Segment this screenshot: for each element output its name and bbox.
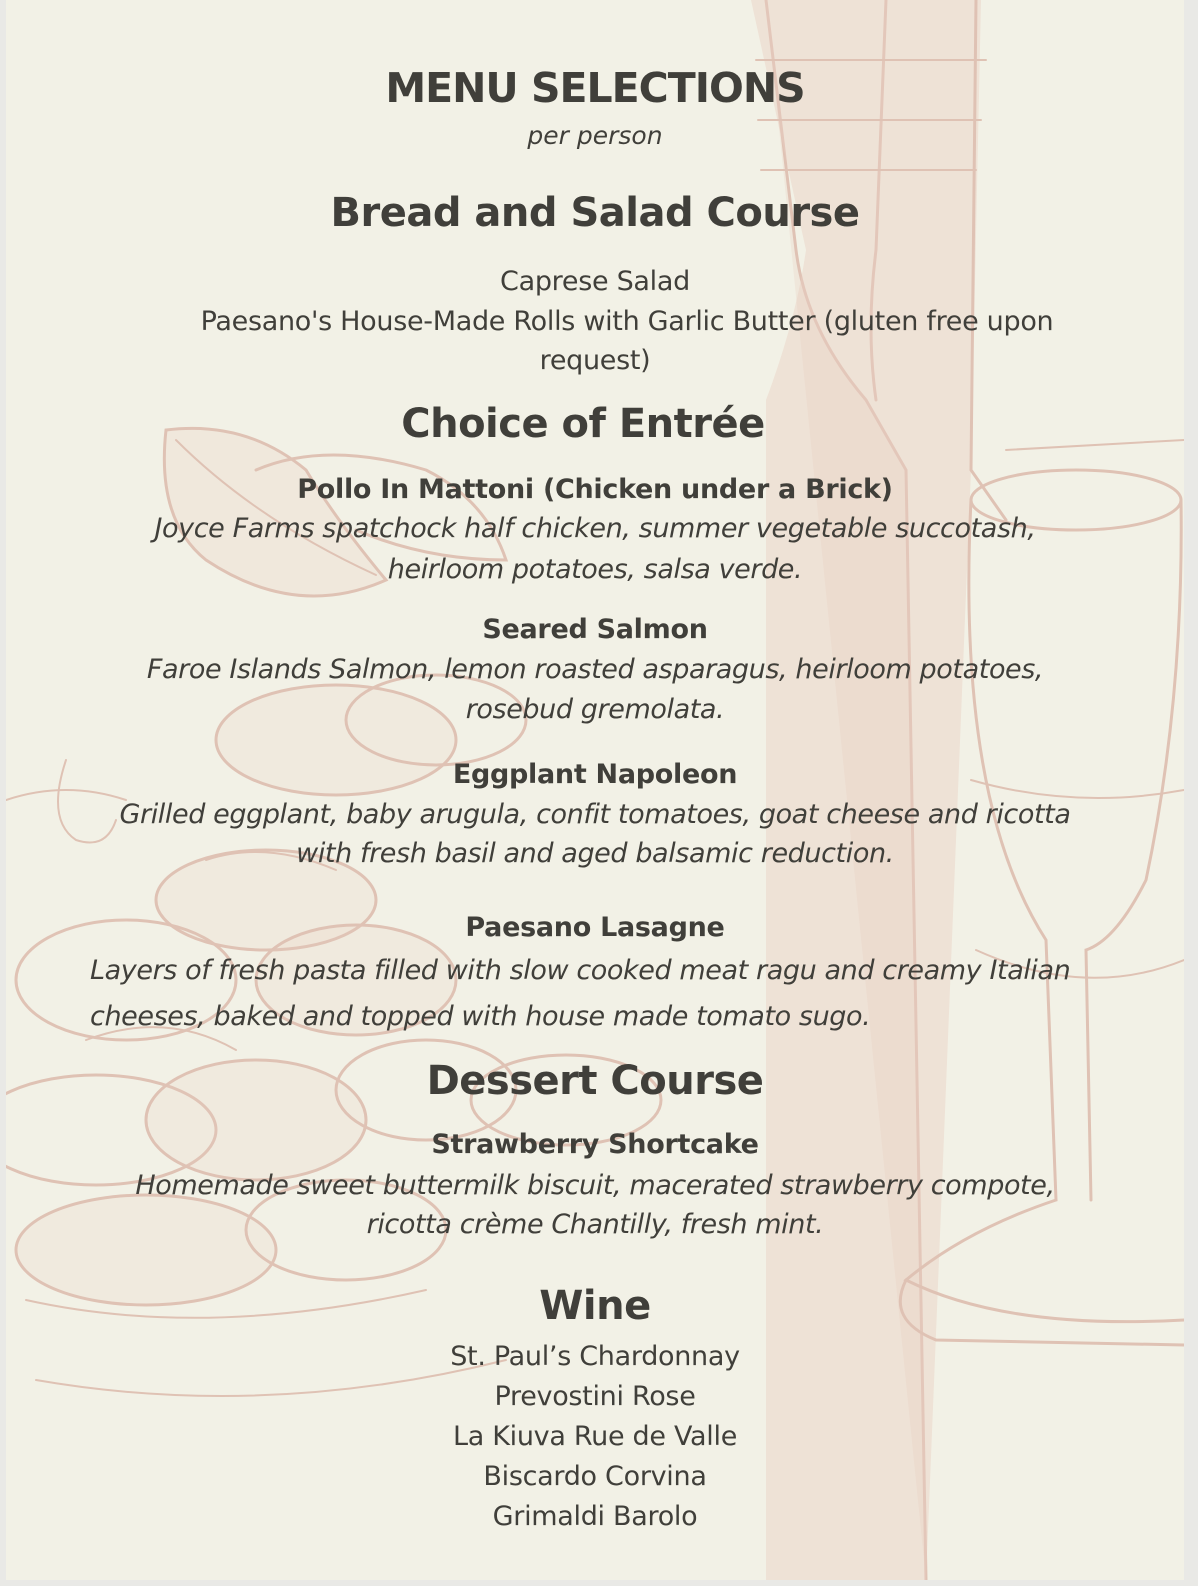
menu-subtitle: per person: [527, 121, 663, 150]
wine-item: La Kiuva Rue de Valle: [452, 1421, 738, 1452]
dish-name: Eggplant Napoleon: [452, 759, 738, 790]
dish-description: rosebud gremolata.: [465, 694, 725, 725]
menu-title: MENU SELECTIONS: [385, 64, 805, 112]
dish-name: Strawberry Shortcake: [431, 1129, 759, 1160]
wine-item: St. Paul’s Chardonnay: [450, 1341, 740, 1372]
wine-item: Grimaldi Barolo: [492, 1501, 698, 1532]
dish-name: Paesano Lasagne: [465, 912, 725, 943]
wine-item: Prevostini Rose: [494, 1381, 696, 1412]
dish-description: heirloom potatoes, salsa verde.: [387, 554, 803, 585]
course-heading: Dessert Course: [426, 1058, 764, 1104]
menu-item: request): [539, 345, 651, 376]
dish-description: Homemade sweet buttermilk biscuit, macerated strawberry compote,: [135, 1170, 1055, 1201]
dish-description: cheeses, baked and topped with house made tomato sugo.: [90, 1001, 871, 1032]
dish-description: with fresh basil and aged balsamic reduction.: [296, 838, 894, 869]
dish-name: Seared Salmon: [482, 614, 708, 645]
wine-item: Biscardo Corvina: [483, 1461, 707, 1492]
course-heading: Bread and Salad Course: [330, 190, 860, 236]
menu-item: Caprese Salad: [500, 266, 690, 297]
menu-page: [6, 0, 1184, 1580]
menu-item: Paesano's House-Made Rolls with Garlic Butter (gluten free upon: [200, 306, 1054, 337]
dish-description: ricotta crème Chantilly, fresh mint.: [366, 1209, 824, 1240]
dish-description: Joyce Farms spatchock half chicken, summer vegetable succotash,: [154, 513, 1036, 544]
dish-name: Pollo In Mattoni (Chicken under a Brick): [297, 474, 893, 505]
dish-description: Layers of fresh pasta filled with slow cooked meat ragu and creamy Italian: [90, 955, 1071, 986]
dish-description: Grilled eggplant, baby arugula, confit tomatoes, goat cheese and ricotta: [119, 799, 1071, 830]
course-heading: Choice of Entrée: [401, 401, 765, 447]
dish-description: Faroe Islands Salmon, lemon roasted asparagus, heirloom potatoes,: [146, 654, 1044, 685]
course-heading: Wine: [539, 1283, 651, 1329]
